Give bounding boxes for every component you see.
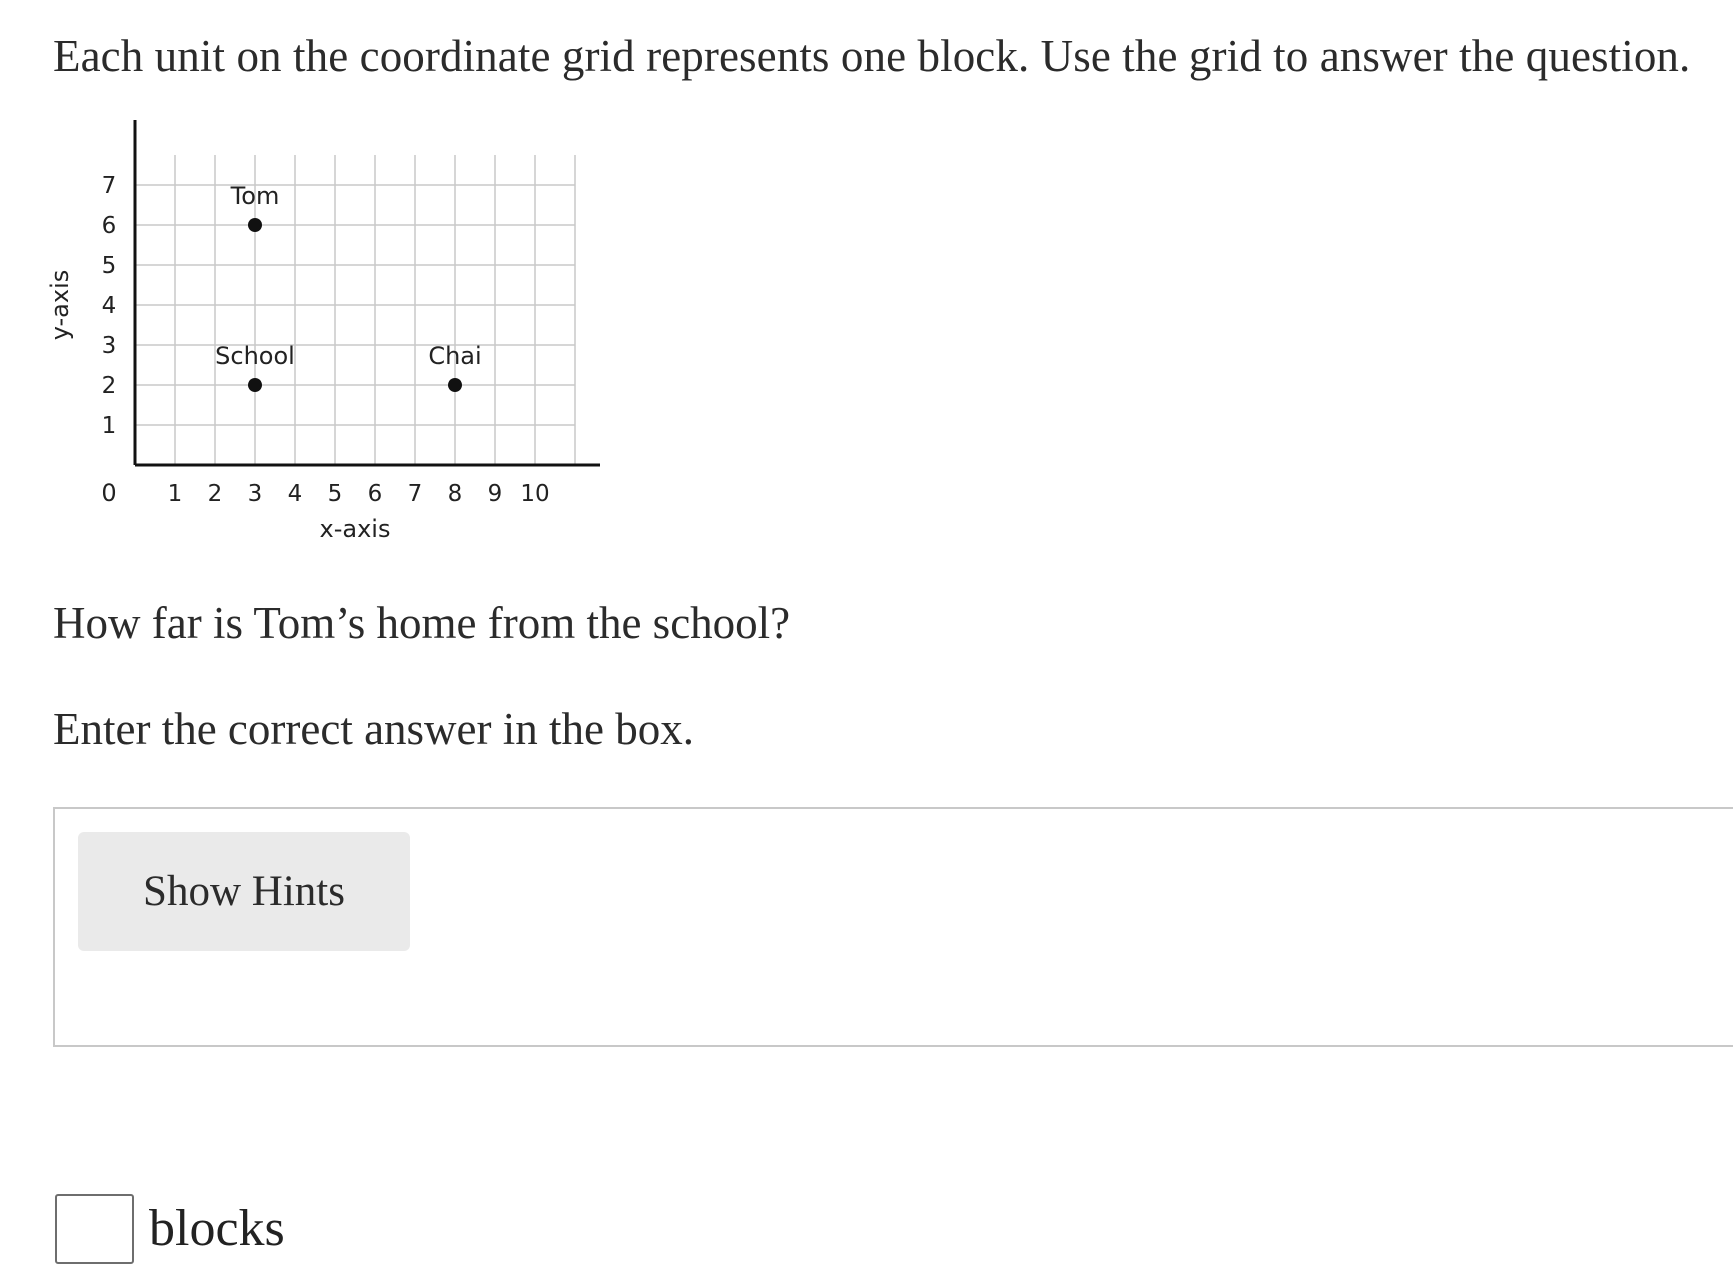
answer-unit-label: blocks: [149, 1200, 285, 1257]
x-tick-label: 9: [487, 481, 503, 507]
instruction-text: Each unit on the coordinate grid represents one block. Use the grid to answer the question.: [53, 31, 1691, 81]
coordinate-grid-svg: [40, 120, 600, 560]
answer-input[interactable]: [55, 1194, 134, 1264]
origin-label: 0: [101, 479, 117, 507]
x-tick-label: 2: [207, 481, 223, 507]
y-tick-label: 7: [101, 173, 117, 199]
x-tick-label: 4: [287, 481, 303, 507]
grid-lines: [135, 155, 575, 465]
tick-labels: [102, 173, 550, 507]
coordinate-grid: [40, 120, 600, 560]
y-tick-label: 4: [101, 293, 117, 319]
y-tick-label: 5: [101, 253, 117, 279]
directions-text: Enter the correct answer in the box.: [53, 704, 694, 754]
x-tick-label: 1: [167, 481, 183, 507]
axes: [135, 120, 600, 465]
show-hints-button[interactable]: Show Hints: [78, 832, 410, 951]
point-label-chai: Chai: [428, 342, 482, 370]
question-text: How far is Tom’s home from the school?: [53, 598, 791, 648]
x-tick-label: 10: [520, 481, 550, 507]
hints-panel: [53, 807, 1733, 1047]
point-chai: [448, 378, 462, 392]
x-tick-label: 8: [447, 481, 463, 507]
x-tick-label: 7: [407, 481, 423, 507]
answer-row: [55, 1193, 285, 1265]
x-tick-label: 6: [367, 481, 383, 507]
x-tick-label: 3: [247, 481, 263, 507]
y-tick-label: 1: [101, 413, 117, 439]
x-axis-label: x-axis: [319, 515, 391, 543]
point-tom: [248, 218, 262, 232]
point-school: [248, 378, 262, 392]
point-label-school: School: [215, 342, 295, 370]
point-label-tom: Tom: [230, 182, 280, 210]
x-tick-label: 5: [327, 481, 343, 507]
y-tick-label: 6: [101, 213, 117, 239]
y-tick-label: 3: [101, 333, 117, 359]
y-axis-label: y-axis: [46, 269, 74, 341]
y-tick-label: 2: [101, 373, 117, 399]
